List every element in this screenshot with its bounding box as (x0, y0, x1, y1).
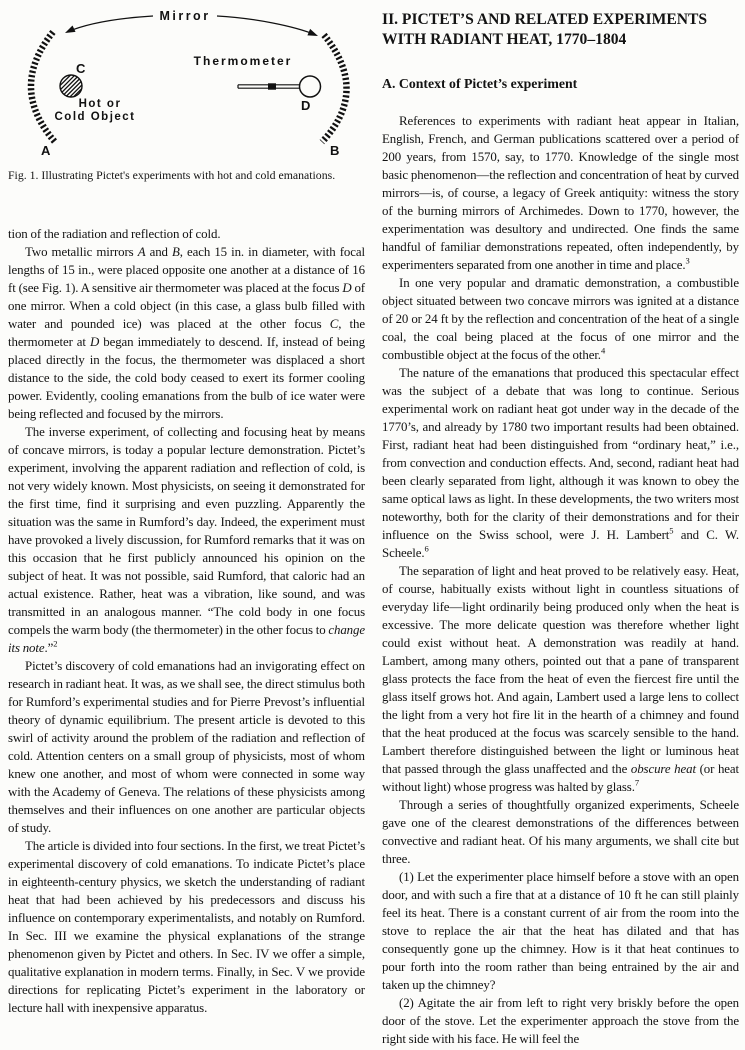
subsection-heading: A. Context of Pictet’s experiment (382, 76, 578, 91)
arrowhead-left-icon (63, 26, 75, 37)
right-column (382, 6, 739, 1048)
mirror-a-label: A (41, 143, 51, 156)
paragraph: Two metallic mirrors A and B, each 15 in. in diameter, with focal lengths of 15 in., were placed opposite one another at a distance of 16 ft (see Fig. 1). A sensitive air thermometer was placed at the focus D of one mirror. When a cold object (in this case, a glass bulb filled with water and pounded ice) was placed at the other focus C, the thermometer at D began immediately to descend. If, instead of being placed directly in the focus, the thermometer was displaced a short distance to the side, the cold body ceased to exert its former cooling power. Evidently, cooling emanations from the bulb of ice water were being reflected and focused by the mirrors. (8, 245, 365, 421)
mirror-a-arc (31, 32, 55, 142)
thermometer-bulb (300, 76, 321, 97)
mirror-label: Mirror (159, 9, 211, 23)
leader-line-left (67, 16, 153, 32)
paragraph: (1) Let the experimenter place himself before a stove with an open door, and with such a fire that at a distance of 10 ft he can still plainly feel its heat. There is a constant current of air from the room into the stove to replace the air that the heat has dilated and that has consequently gone up the chimney. How is it that heat continues to pour forth into the room rather than being entrained by the air and taken up the chimney? (382, 870, 739, 992)
figure-1 (8, 6, 365, 183)
figure-caption: Fig. 1. Illustrating Pictet's experiments with hot and cold emanations. (8, 168, 336, 182)
mirror-b-label: B (330, 143, 340, 156)
object-c-label: C (76, 61, 86, 76)
mirror-experiment-diagram (8, 6, 365, 156)
hot-or-label: Hot or (78, 98, 122, 110)
paragraph: The separation of light and heat proved to be relatively easy. Heat, of course, habitually exists without light in countless situations of everyday life—light ordinarily being produced only when the heat is excessive. The more delicate question was therefore whether light could exist without heat. A demonstration was readily at hand. Lambert, among many others, pointed out that a pane of transparent glass protects the face from the heat of even the fiercest fire until the glass itself grows hot. And again, Lambert used a large lens to collect the light from a very hot fire lit in the hearth of a chimney and found that the heat produced at the focus was scarcely sensible to the hand. Lambert therefore distinguished between the light or luminous heat that passed through the glass unaffected and the obscure heat (or heat without light) whose progress was halted by glass.$^7$ (382, 564, 740, 794)
paragraph: References to experiments with radiant heat appear in Italian, English, French, and German publications scattered over a period of 200 years, from 1570, say, to 1770. Knowledge of the single most basic phenomenon—the reflection and concentration of heat by curved mirrors—is, of course, a legacy of Greek antiquity: witness the story of the burning mirrors of Archimedes. Down to 1770, however, the experimentation was desultory and undirected. One finds the same handful of familiar demonstrations repeated, often independently, by experimenters separated from one another in time and place.$^3$ (382, 114, 739, 272)
paragraph: (2) Agitate the air from left to right very briskly before the open door of the stove. Let the experimenter approach the stove from the right side with his face. He will feel the (382, 996, 739, 1046)
thermometer-mercury-mark (268, 83, 276, 89)
section-heading: II. PICTET’S AND RELATED EXPERIMENTS WITH RADIANT HEAT, 1770–1804 (382, 11, 708, 48)
paragraph: Pictet’s discovery of cold emanations had an invigorating effect on research in radiant heat. It was, as we shall see, the direct stimulus both for Rumford’s experimental studies and for Pierre Prevost’s influential theory of dynamic equilibrium. The present article is devoted to this swirl of activity around the problem of the radiation and reflection of cold. Attention centers on a small group of physicists, most of whom knew one another, and most of whom were connected in some way with the Academy of Geneva. The relations of these physicists among themselves and their influences on one another are particular objects of study. (8, 659, 365, 835)
paragraph: tion of the radiation and reflection of cold. (8, 227, 221, 241)
paragraph: The nature of the emanations that produced this spectacular effect was the subject of a debate that was long to continue. Serious experimental work on radiant heat got under way in the decade of the 1770’s, and already by 1780 two important results had been obtained. First, radiant heat had been distinguished from “ordinary heat,” i.e., from convection and conduction effects. And, second, radiant heat had been clearly separated from light, although it was known to obey the same optical laws as light. In these developments, the two writers most noteworthy, both for the clarity of their demonstrations and for their influence on the Swiss school, were J. H. Lambert$^5$ and C. W. Scheele.$^6$ (382, 366, 739, 560)
thermometer-label: Thermometer (193, 54, 293, 68)
right-column-text (382, 112, 739, 1048)
left-column-text (8, 225, 365, 1017)
bulb-d-label: D (301, 98, 311, 113)
cold-object-label: Cold Object (54, 111, 136, 123)
left-column (8, 6, 365, 1048)
paragraph: The article is divided into four sections. In the first, we treat Pictet’s experimental discovery of cold emanations. To indicate Pictet’s place in eighteenth-century physics, we sketch the understanding of radiant heat that had been achieved by his predecessors and discuss his influence on contemporary experimentalists, and notably on Rumford. In Sec. III we examine the physical explanations of the strange phenomenon given by Pictet and others. In Sec. IV we offer a simple, qualitative explanation in modern terms. Finally, in Sec. V we provide directions for replicating Pictet’s experiment in the laboratory or lecture hall with inexpensive apparatus. (8, 839, 365, 1015)
paragraph: Through a series of thoughtfully organized experiments, Scheele gave one of the clearest demonstrations of the differences between convective and radiant heat. Of his many arguments, we shall cite but three. (382, 798, 739, 866)
paragraph: In one very popular and dramatic demonstration, a combustible object situated between two concave mirrors was ignited at a distance of 20 or 24 ft by the reflection and concentration of the heat of a single coal, the coal being placed at the focus of one mirror and the combustible object at the focus of the other.$^4$ (382, 276, 739, 362)
leader-line-right (217, 16, 316, 35)
arrowhead-right-icon (307, 29, 319, 39)
paragraph: The inverse experiment, of collecting and focusing heat by means of concave mirrors, is today a popular lecture demonstration. Pictet’s experiment, involving the apparent radiation and reflection of cold, is not very widely known. Most physicists, on seeing it demonstrated for the first time, find it surprising and even puzzling. Apparently the situation was the same in Rumford’s day. Indeed, the experiment must have provoked a lively discussion, for Rumford remarks that it was on this occasion that he first publicly announced his opinion on the subject of heat. It was not possible, said Rumford, that caloric had an actual existence. Rather, heat was a vibration, like sound, and was transmitted in an analogous manner. “The cold body in one focus compels the warm body (the thermometer) in the other focus to change its note.”$^2$ (8, 425, 365, 655)
mirror-b-arc (322, 35, 347, 142)
